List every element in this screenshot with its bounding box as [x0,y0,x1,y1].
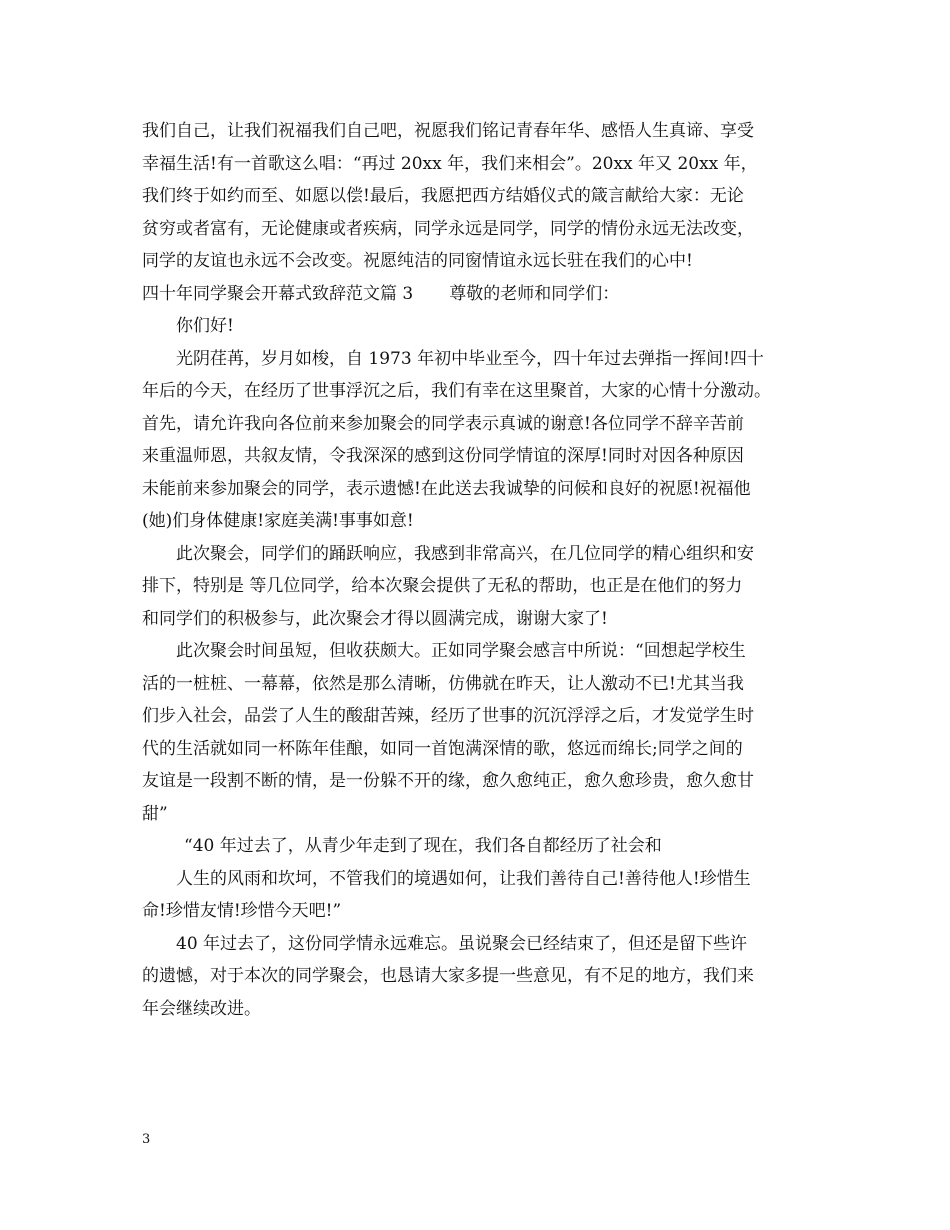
text-line: 友谊是一段割不断的情，是一份躲不开的缘，愈久愈纯正，愈久愈珍贵，愈久愈甘 [142,771,754,791]
text-line: 幸福生活!有一首歌这么唱：“再过 20xx 年，我们来相会”。20xx 年又 20xx 年， [142,153,758,174]
text-line: 此次聚会，同学们的踊跃响应，我感到非常高兴，在几位同学的精心组织和安 [176,543,754,564]
text-line: 的遗憾，对于本次的同学聚会，也恳请大家多提一些意见，有不足的地方，我们来 [142,966,754,986]
text-line: 来重温师恩，共叙友情，令我深深的感到这份同学情谊的深厚!同时对因各种原因 [142,446,744,466]
section-title: 四十年同学聚会开幕式致辞范文篇 3 [142,283,414,304]
text-line: 们步入社会，品尝了人生的酸甜苦辣，经历了世事的沉沉浮浮之后，才发觉学生时 [142,706,754,726]
text-line: 命!珍惜友情!珍惜今天吧!” [142,901,342,921]
greeting: 你们好! [176,316,234,336]
text-line: 年后的今天，在经历了世事浮沉之后，我们有幸在这里聚首，大家的心情十分激动。 [142,381,771,401]
section-heading-line [142,278,812,311]
text-line: 我们终于如约而至、如愿以偿!最后，我愿把西方结婚仪式的箴言献给大家：无论 [142,186,744,206]
text-line: 此次聚会时间虽短，但收获颇大。正如同学聚会感言中所说：“回想起学校生 [176,641,746,661]
text-line: 未能前来参加聚会的同学，表示遗憾!在此送去我诚挚的问候和良好的祝愿!祝福他 [142,478,751,499]
text-line: 年会继续改进。 [142,998,261,1019]
text-line: 我们自己，让我们祝福我们自己吧，祝愿我们铭记青春年华、感悟人生真谛、享受 [142,121,754,141]
text-line: 首先，请允许我向各位前来参加聚会的同学表示真诚的谢意!各位同学不辞辛苦前 [142,413,744,434]
text-line: 活的一桩桩、一幕幕，依然是那么清晰，仿佛就在昨天，让人激动不已!尤其当我 [142,673,744,694]
text-line: 代的生活就如同一杯陈年佳酿，如同一首饱满深情的歌，悠远而绵长;同学之间的 [142,738,743,759]
text-line: 甜” [142,803,168,824]
text-line: 人生的风雨和坎坷，不管我们的境遇如何，让我们善待自己!善待他人!珍惜生 [176,868,751,889]
text-line: 40 年过去了，这份同学情永远难忘。虽说聚会已经结束了，但还是留下些许 [176,933,748,954]
document-body [142,115,812,1025]
text-line: (她)们身体健康!家庭美满!事事如意! [142,511,414,531]
page-number: 3 [142,1132,151,1147]
text-line: 同学的友谊也永远不会改变。祝愿纯洁的同窗情谊永远长驻在我们的心中! [142,251,693,271]
text-line: “40 年过去了，从青少年走到了现在，我们各自都经历了社会和 [184,836,662,856]
text-line: 排下，特别是 等几位同学，给本次聚会提供了无私的帮助，也正是在他们的努力 [142,576,743,596]
salutation: 尊敬的老师和同学们： [449,283,620,304]
text-line: 贫穷或者富有，无论健康或者疾病，同学永远是同学，同学的情份永远无法改变， [142,218,754,239]
text-line: 和同学们的积极参与，此次聚会才得以圆满完成，谢谢大家了! [142,608,608,629]
text-line: 光阴荏苒，岁月如梭，自 1973 年初中毕业至今，四十年过去弹指一挥间!四十 [176,348,764,369]
